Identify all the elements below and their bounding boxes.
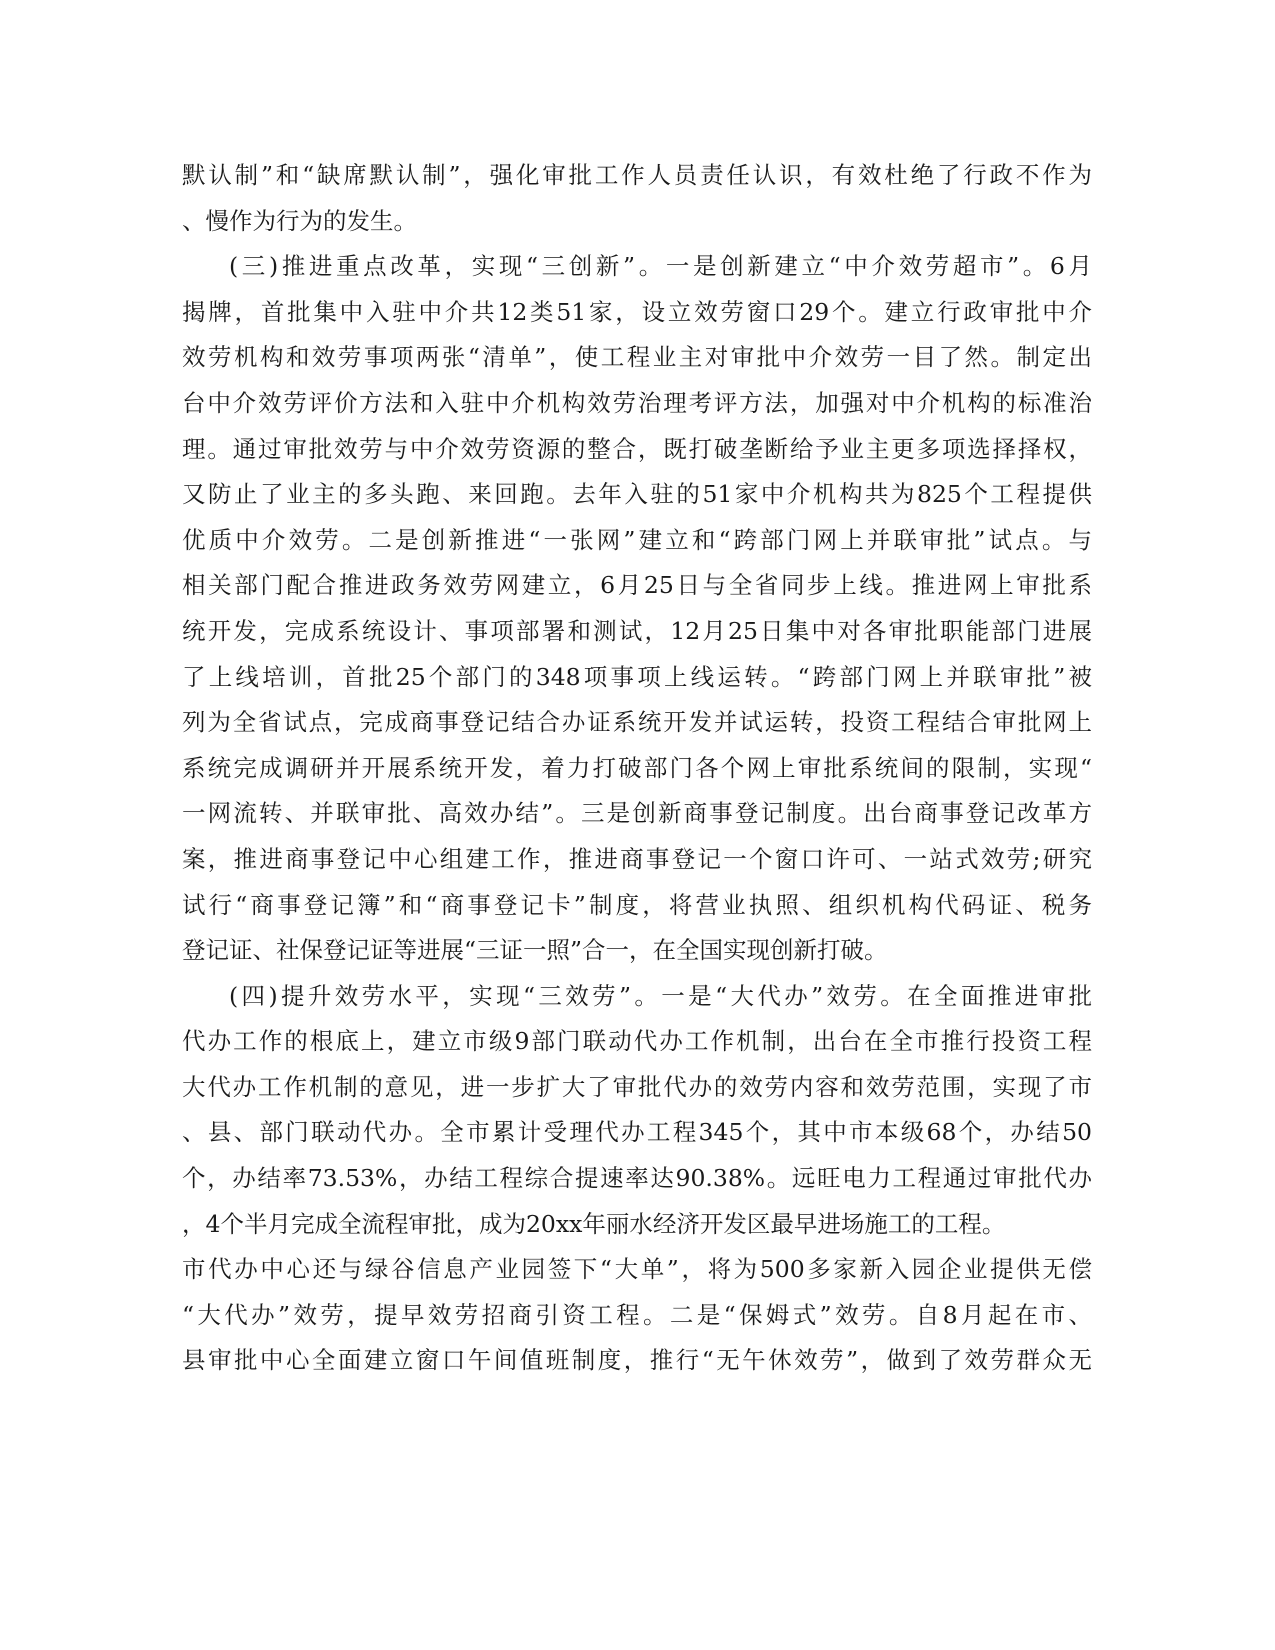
text-line: 优质中介效劳。二是创新推进“一张网”建立和“跨部门网上并联审批”试点。与: [182, 525, 1092, 554]
body-text: [182, 153, 1092, 1384]
text-line: 默认制”和“缺席默认制”，强化审批工作人员责任认识，有效杜绝了行政不作为: [182, 161, 1092, 189]
text-line: 理。通过审批效劳与中介效劳资源的整合，既打破垄断给予业主更多项选择择权，: [182, 434, 1092, 463]
text-line: 案，推进商事登记中心组建工作，推进商事登记一个窗口许可、一站式效劳;研究: [182, 844, 1092, 873]
text-line: 、慢作为行为的发生。: [182, 206, 417, 235]
text-line: 一网流转、并联审批、高效办结”。三是创新商事登记制度。出台商事登记改革方: [182, 799, 1092, 828]
text-line: ，4个半月完成全流程审批，成为20xx年丽水经济开发区最早进场施工的工程。: [182, 1209, 1006, 1238]
text-line: 试行“商事登记簿”和“商事登记卡”制度，将营业执照、组织机构代码证、税务: [182, 890, 1092, 919]
text-line: 登记证、社保登记证等进展“三证一照”合一，在全国实现创新打破。: [182, 936, 888, 965]
paragraph-start-line: (四)提升效劳水平，实现“三效劳”。一是“大代办”效劳。在全面推进审批: [229, 981, 1092, 1010]
text-line: 代办工作的根底上，建立市级9部门联动代办工作机制，出台在全市推行投资工程: [182, 1027, 1092, 1056]
text-line: 系统完成调研并开展系统开发，着力打破部门各个网上审批系统间的限制，实现“: [182, 753, 1092, 782]
text-line: “大代办”效劳，提早效劳招商引资工程。二是“保姆式”效劳。自8月起在市、: [182, 1300, 1092, 1329]
text-line: 相关部门配合推进政务效劳网建立，6月25日与全省同步上线。推进网上审批系: [182, 571, 1092, 600]
text-line: 统开发，完成系统设计、事项部署和测试，12月25日集中对各审批职能部门进展: [182, 616, 1092, 645]
text-line: 、县、部门联动代办。全市累计受理代办工程345个，其中市本级68个，办结50: [182, 1118, 1092, 1147]
text-line: 大代办工作机制的意见，进一步扩大了审批代办的效劳内容和效劳范围，实现了市: [182, 1072, 1092, 1101]
text-line: 县审批中心全面建立窗口午间值班制度，推行“无午休效劳”，做到了效劳群众无: [182, 1346, 1092, 1375]
text-line: 揭牌，首批集中入驻中介共12类51家，设立效劳窗口29个。建立行政审批中介: [182, 297, 1092, 326]
text-line: 台中介效劳评价方法和入驻中介机构效劳治理考评方法，加强对中介机构的标准治: [182, 388, 1092, 417]
text-line: 效劳机构和效劳事项两张“清单”，使工程业主对审批中介效劳一目了然。制定出: [182, 343, 1092, 372]
text-line: 列为全省试点，完成商事登记结合办证系统开发并试运转，投资工程结合审批网上: [182, 708, 1092, 737]
text-line: 又防止了业主的多头跑、来回跑。去年入驻的51家中介机构共为825个工程提供: [182, 480, 1092, 509]
text-line: 个，办结率73.53%，办结工程综合提速率达90.38%。远旺电力工程通过审批代办: [182, 1164, 1092, 1193]
paragraph-start-line: (三)推进重点改革，实现“三创新”。一是创新建立“中介效劳超市”。6月: [229, 252, 1092, 281]
text-line: 市代办中心还与绿谷信息产业园签下“大单”，将为500多家新入园企业提供无偿: [182, 1255, 1092, 1284]
text-line: 了上线培训，首批25个部门的348项事项上线运转。“跨部门网上并联审批”被: [182, 662, 1092, 691]
